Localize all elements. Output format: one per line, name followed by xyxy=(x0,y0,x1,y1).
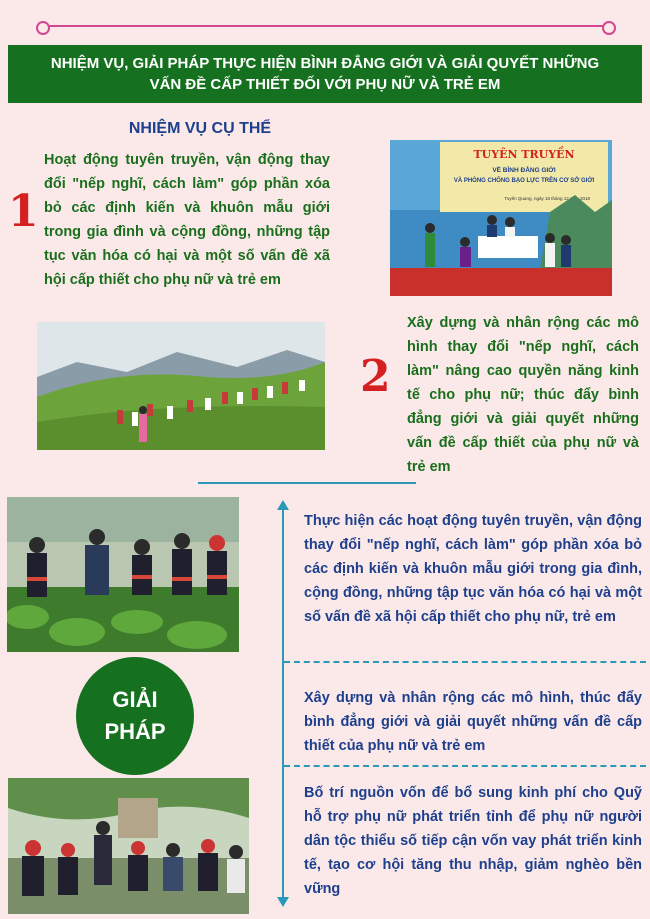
timeline-line xyxy=(282,507,284,902)
top-decorative-line xyxy=(42,25,610,27)
solutions-badge-line-2: PHÁP xyxy=(104,719,166,744)
women-field-photo xyxy=(7,497,239,652)
title-banner xyxy=(8,45,642,103)
dashed-divider xyxy=(284,661,646,663)
task-number-1: 1 xyxy=(8,186,39,237)
event-photo xyxy=(390,140,612,296)
section-divider xyxy=(198,482,416,484)
solutions-badge-line-1: GIẢI xyxy=(112,687,158,712)
community-meeting-photo xyxy=(8,778,249,914)
poster-title: TUYÊN TRUYỀN xyxy=(473,148,575,161)
dashed-divider xyxy=(284,765,646,767)
banner-title-line-2: VẤN ĐỀ CẤP THIẾT ĐỐI VỚI PHỤ NỮ VÀ TRẺ EM xyxy=(149,76,501,93)
poster-line-2: VÀ PHÒNG CHỐNG BẠO LỰC TRÊN CƠ SỞ GIỚI xyxy=(453,178,595,184)
task-number-2: 2 xyxy=(360,351,391,402)
solution-1-text: Thực hiện các hoạt động tuyên truyền, vận động thay đổi "nếp nghĩ, cách làm" góp phần xóa bỏ các định kiến và khuôn mẫu giới trong gia đình, cộng đồng, những tập tục văn hóa có hại và một số vấn đề xã hội cấp thiết cho phụ nữ, trẻ em xyxy=(304,513,642,625)
banner-title-line-1: NHIỆM VỤ, GIẢI PHÁP THỰC HIỆN BÌNH ĐẲNG GIỚI VÀ GIẢI QUYẾT NHỮNG xyxy=(50,55,600,72)
tasks-heading: NHIỆM VỤ CỤ THỂ xyxy=(128,120,272,137)
task-2-text: Xây dựng và nhân rộng các mô hình thay đổi "nếp nghĩ, cách làm" nâng cao quyền năng kinh tế cho phụ nữ; thúc đẩy bình đẳng giới và giải quyết những vấn đề cấp thiết của phụ nữ và trẻ em xyxy=(407,315,639,475)
solutions-badge xyxy=(76,657,194,775)
solution-2-text: Xây dựng và nhân rộng các mô hình, thúc đẩy bình đẳng giới và giải quyết những vấn đề cấp thiết của phụ nữ và trẻ em xyxy=(304,690,642,754)
timeline-arrow-down-icon xyxy=(277,897,289,907)
poster-line-1: VỀ BÌNH ĐẲNG GIỚI xyxy=(492,167,556,174)
poster-date: Tuyên Quang, ngày 16 tháng 12 năm 2018 xyxy=(504,196,590,201)
solution-3-text: Bố trí nguồn vốn để bổ sung kinh phí cho Quỹ hỗ trợ phụ nữ phát triển tỉnh để phụ nữ người dân tộc thiểu số tiếp cận vốn vay phát triển kinh tế, tạo cơ hội tăng thu nhập, giảm nghèo bền vững xyxy=(304,785,642,897)
children-hillside-photo xyxy=(37,322,325,450)
task-1-text: Hoạt động tuyên truyền, vận động thay đổi "nếp nghĩ, cách làm" góp phần xóa bỏ các định kiến và khuôn mẫu giới trong gia đình và cộng đồng, những tập tục văn hóa có hại và một số vấn đề xã hội cấp thiết cho phụ nữ và trẻ em xyxy=(44,152,330,288)
